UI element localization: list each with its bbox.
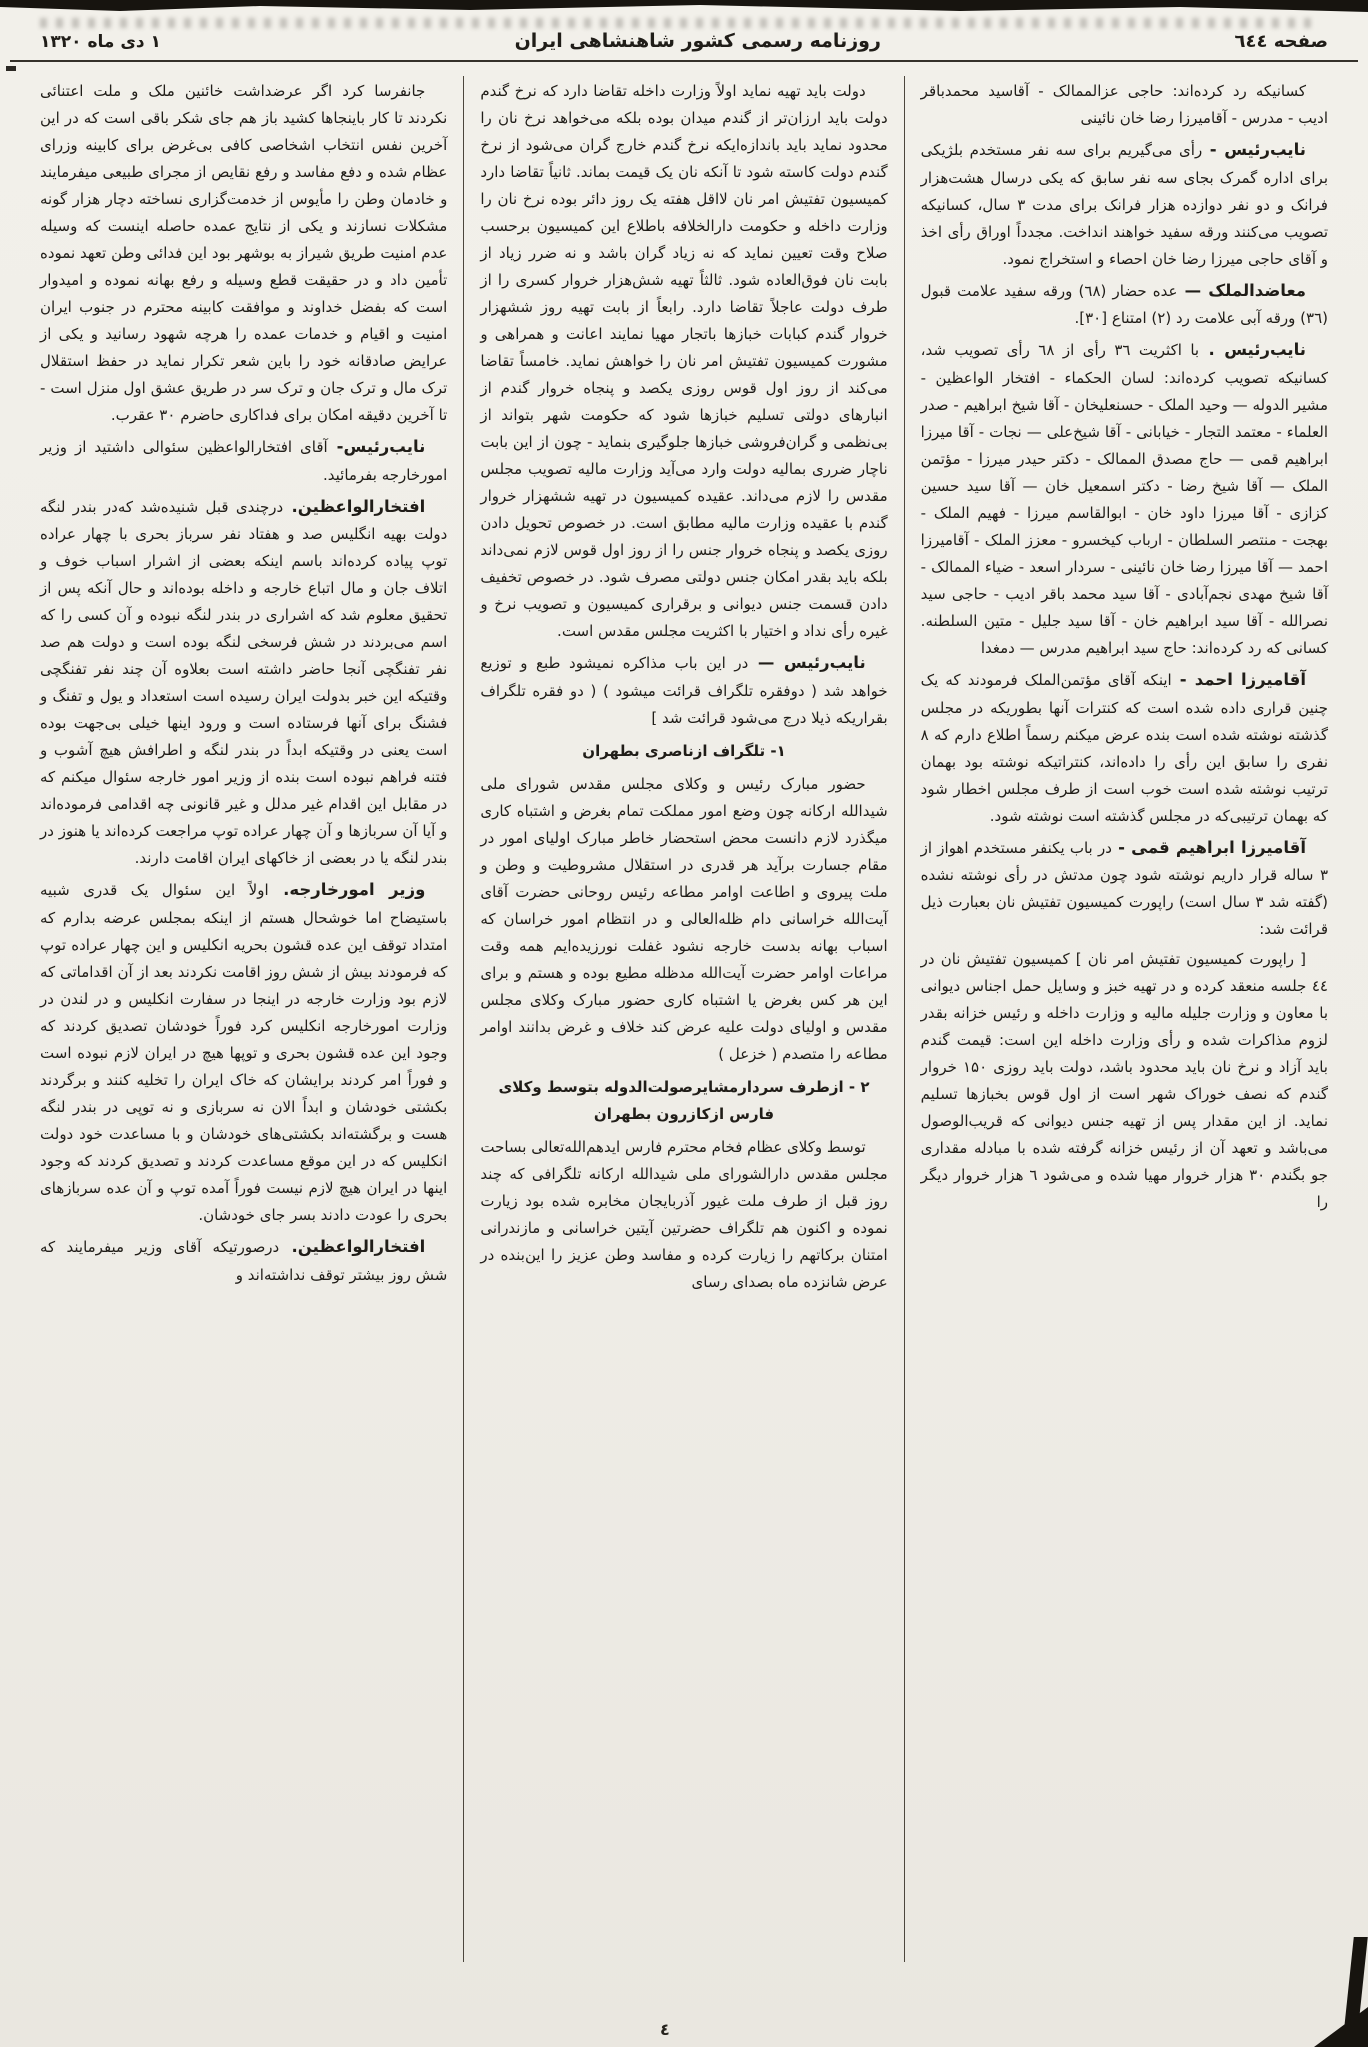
article-paragraph: نایب‌رئیس - رأی می‌گیریم برای سه نفر مستخدم بلژیکی برای اداره گمرک بجای سه نفر سابق که یکی درسال هشت‌هزار فرانک و دو نفر دوازده هزار فرانک برای مدت ۳ سال، کسانیکه تصویب می‌کنند ورقه سفید خواهند انداخت. مجدداً اوراق رأی اخذ و آقای حاجی میرزا رضا خان احصاء و استخراج نمود. <box>920 140 1328 268</box>
article-paragraph: آقامیرزا احمد - اینکه آقای مؤتمن‌الملک فرمودند که یک چنین قراری داده شده است که کنترات آنها بطوریکه در مجلس گذشته نوشته شده است بنده عرض میکنم رسماً اطلاع دارم که ۸ نفری را سابق این رأی را داده‌اند، کنتراتیکه نوشته بود بهمان ترتیب نوشته شده است خوب است از طرف مجلس اخطار شود که بهمان ترتیبی‌که در مجلس گذشته است نوشته شود. <box>920 670 1328 825</box>
speaker-heading: نایب‌رئیس- <box>327 437 426 456</box>
article-paragraph: افتخارالواعظین. درچندی قبل شنیده‌شد که‌در بندر لنگه دولت بهیه انگلیس صد و هفتاد نفر سرباز بحری با چهار عراده توپ پیاده کرده‌اند باسم اینکه بعضی از اشرار اسباب خوف و اتلاف جان و مال اتباع خارجه و داخله بوده‌اند و حال آنکه پس از تحقیق معلوم شد که اشراری در بندر لنگه نبوده و آن کسی را که اسم می‌بردند در شش فرسخی لنگه بوده است و دولت هم صد نفر تفنگچی آنجا حاضر داشته است بعلاوه آن چند نفر تفنگچی وقتیکه این خبر بدولت ایران رسیده است استعداد و یول و تفنگ و فشنگ برای آنها فرستاده است و ورود اینها خیلی بی‌جهت بوده است یعنی در وقتیکه ابداً در بندر لنگه و اطرافش هیچ آشوب و فتنه فراهم نبوده است بنده از وزیر امور خارجه سئوال میکنم که در مقابل این اقدام غیر مدلل و غیر قانونی چه اقدامی فرموده‌اند و آیا آن سربازها و آن چهار عراده توپ مراجعت کرده‌اند یا هنوز در بندر لنگه یا در بعضی از خاکهای ایران اقامت دارند. <box>40 496 448 868</box>
speaker-heading: نایب‌رئیس . <box>1199 340 1307 360</box>
speaker-heading: نایب‌رئیس — <box>748 653 866 672</box>
column-left <box>24 76 464 1962</box>
newspaper-title: روزنامه رسمی کشور شاهنشاهی ایران <box>514 30 881 52</box>
sub-heading: ۱- تلگراف ازناصری بطهران <box>582 741 786 760</box>
speaker-heading: نایب‌رئیس - <box>1202 140 1306 159</box>
torn-edge-artifact <box>0 0 1368 16</box>
issue-date: ۱ دی ماه ۱۳۲۰ <box>40 32 161 52</box>
article-paragraph: [ راپورت کمیسیون تفتیش امر نان ] کمیسیون تفتیش نان در ٤٤ جلسه منعقد کرده و در تهیه خبز و وسایل حمل اجناس دیوانی با معاون و وزارت جلیله مالیه و وزارت داخله و رئیس خزانه بقدر لزوم مذاکرات شده و رأی وزارت داخله این است: قیمت گندم باید آزاد و نرخ نان باید محدود باشد، دولت باید روزی ۱۵۰ خروار گندم که نصف خوراک شهر است از اول قوس بخبازها تسلیم نماید. از این مقدار پس از تهیه جنس دیوانی که قریب‌الوصول می‌باشد و تعهد آن از رئیس خزانه گرفته شده با مبادله مقداری جو بگندم ۳۰ هزار خروار مهیا شده و می‌شود ٦ هزار خروار دیگر را <box>920 950 1328 1212</box>
article-columns <box>0 62 1368 1962</box>
margin-mark <box>6 66 16 71</box>
article-paragraph: توسط وکلای عظام فخام محترم فارس ایدهم‌الله‌تعالی بساحت مجلس مقدس دارالشورای ملی شیدالله ارکانه تلگرافی که چند روز قبل از طرف ملت غیور آذربایجان مخابره شده بود زیارت نموده و اکنون هم تلگراف حضرتین آیتین خراسانی و مازندرانی امتنان برکاتهم را زیارت کرده و مفاسد وطن عزیز را این‌بنده در عرض شانزده ماه بصدای رسای <box>480 1137 888 1291</box>
bleedthrough-text-artifact <box>40 18 1320 28</box>
speaker-heading: افتخارالواعظین. <box>279 1237 426 1257</box>
article-paragraph: کسانیکه رد کرده‌اند: حاجی عزالممالک - آقاسید محمدباقر ادیب - مدرس - آقامیرزا رضا خان نائینی <box>920 82 1328 127</box>
speaker-heading: وزیر امورخارجه. <box>268 880 426 900</box>
article-paragraph: نایب‌رئیس — در این باب مذاکره نمیشود طبع و توزیع خواهد شد ( دوفقره تلگراف قرائت میشود ) ( دو فقره تلگراف بقراریکه ذیلا درج می‌شود قرائت شد ] <box>480 653 888 727</box>
speaker-heading: آقامیرزا ابراهیم قمی - <box>1111 837 1306 857</box>
sub-heading: ۲ - ازطرف سردارمشایرصولت‌الدوله بتوسط وکلای فارس ازکازرون بطهران <box>498 1077 870 1123</box>
speaker-heading: افتخارالواعظین. <box>283 496 426 516</box>
article-paragraph: نایب‌رئیس- آقای افتخارالواعظین سئوالی داشتید از وزیر امورخارجه بفرمائید. <box>40 437 448 484</box>
article-paragraph: آقامیرزا ابراهیم قمی - در باب یکنفر مستخدم اهواز از ۳ ساله قرار داریم نوشته شود چون مدتش در رأی نوشته نشده (گفته شد ۳ سال است) راپورت کمیسیون تفتیش نان بعبارت ذیل قرائت شد: <box>920 837 1328 939</box>
column-right <box>905 76 1344 1962</box>
article-paragraph: افتخارالواعظین. درصورتیکه آقای وزیر میفرمایند که شش روز بیشتر توقف نداشته‌اند و <box>40 1237 448 1284</box>
speaker-heading: معاضدالملک — <box>1177 280 1307 300</box>
column-middle <box>464 76 904 1962</box>
speaker-heading: آقامیرزا احمد - <box>1171 670 1306 690</box>
article-paragraph: وزیر امورخارجه. اولاً این سئوال یک قدری شبیه باستیضاح اما خوشحال هستم از اینکه بمجلس عرضه بدارم که امتداد توقف این عده قشون بحریه انکلیس و این چهار عراده توپ که فرمودند بیش از شش روز اقامت نکردند بعد از آن اقداماتی که لازم بود وزارت خارجه در اینجا در سفارت انکلیس و در لندن در وزارت امورخارجه انکلیس کرد فوراً خودشان تصدیق کردند که وجود این عده قشون بحری و توپها هیچ در ایران لازم نبوده است و فوراً امر کردند برایشان که خاک ایران را تخلیه کنند و برگردند بکشتی خودشان و ابداً الان نه سربازی و نه توپی در بندر لنگه هست و برگشته‌اند بکشتی‌های خودشان و با مساعدت خود دولت انکلیس که در این موقع مساعدت کردند و تصدیق کردند که وجود اینها در ایران هیچ لازم نیست فوراً آمده توپ و آن عده سربازهای بحری را عودت دادند بسر جای خودشان. <box>40 880 448 1225</box>
page-number: صفحه ٦٤٤ <box>1234 31 1328 52</box>
scan-corner-blot <box>1314 2007 1368 2047</box>
signature-mark: ٤ <box>660 2020 670 2039</box>
article-paragraph: جانفرسا کرد اگر عرضداشت خائنین ملک و ملت اعتنائی نکردند تا کار باینجاها کشید باز هم جای شکر باقی است که در این آخرین نفس انتخاب اشخاصی کافی بی‌غرض برای کابینه وزرای عظام شده و دفع مفاسد و رفع نقایص از مجرای طبیعی میفرمایند و خادمان وطن را مأیوس از خدمت‌گزاری نساخته دچار هزار گونه مشکلات نسازند و یکی از نتایج عمده حاصله اینست که وسیله عدم امنیت طریق شیراز به بوشهر بود این فدائی وطن تعهد نموده تأمین داد و در حقیقت قطع وسیله و رفع بهانه نموده و امیدوار است که بفضل خداوند و موافقت کابینه محترم در جنوب ایران امنیت و اقیام و خدمات عمده را هرچه شهود رسانید و یکی از عرایض صادقانه خود را باین شعر تکرار نماید در حفظ استقلال ترک مال و ترک جان و ترک سر در طریق عشق اول منزل است - تا آخرین دقیقه امکان برای فداکاری حاضرم ۳۰ عقرب. <box>40 82 448 424</box>
article-paragraph: نایب‌رئیس . با اکثریت ٣٦ رأی از ٦٨ رأی تصویب شد، کسانیکه تصویب کرده‌اند: لسان الحکماء - افتخار الواعظین - مشیر الدوله — وحید الملک - حسنعلیخان - آقا شیخ ابراهیم - صدر العلماء - معتمد التجار - خیابانی - آقا شیخ‌علی — نجات - آقا میرزا ابراهیم قمی — حاج مصدق الممالک - دکتر حیدر میرزا - مؤتمن الملک — آقا شیخ رضا - دکتر اسمعیل خان — آقا سید حسین کزازی - آقا میرزا داود خان - ابوالقاسم میرزا - فهیم الملک - بهجت - منتصر السلطان - ارباب کیخسرو - معزز الملک - آقامیرزا احمد — آقا میرزا رضا خان نائینی - سردار اسعد - ضیاء الممالک - آقا شیخ مهدی نجم‌آبادی - آقا سید محمد باقر ادیب - حاجی سید نصرالله - آقا سید ابراهیم خان - آقا سید جلیل - متین السلطنه. کسانی که رد کرده‌اند: حاج سید ابراهیم مدرس — دمغدا <box>920 340 1328 658</box>
article-paragraph: حضور مبارک رئیس و وکلای مجلس مقدس شورای ملی شیدالله ارکانه چون وضع امور مملکت تمام بغرض و اشتباه کاری میگذرد لازم دانست محض استحضار خاطر مبارک اولیای امور در مقام جسارت برآید هر قدری در استقلال مشروطیت و وطن و ملت پیروی و اطاعت اوامر مطاعه رئیس روحانی حضرت آقای آیت‌الله خراسانی دام ظله‌العالی و در انتظام امور خراسان که اسباب بهانه بدست خارجه نشود غفلت نورزیده‌ایم همه وقت مراعات اوامر حضرت آیت‌الله مدظله مطیع بوده و هستم و برای این هر کس بغرض یا اشتباه کاری حضور مبارک وکلای مجلس مقدس و اولیای دولت علیه عرض کند خلاف و غرض بدانند اوامر مطاعه را متصدم ( خزعل ) <box>480 774 888 1063</box>
article-paragraph: معاضدالملک — عده حضار (٦٨) ورقه سفید علامت قبول (٣٦) ورقه آبی علامت رد (٢) امتناع [۳۰]. <box>920 280 1328 328</box>
article-paragraph: دولت باید تهیه نماید اولاً وزارت داخله تقاضا دارد که نرخ گندم دولت باید ارزان‌تر از گندم میدان بوده بلکه می‌خواهد نرخ نان را محدود نماید باید باندازه‌ایکه نرخ گندم خارج گران می‌شود از نرخ گندم دولت کاسته شود تا آنکه نان یک قیمت بماند. ثانیاً تقاضا دارد کمیسیون تفتیش امر نان لااقل هفته یک روز دائر بوده نرخ نان را وزارت داخله و حکومت دارالخلافه باطلاع این کمیسیون برحسب صلاح وقت تعیین نماید که نه زیاد گران باشد و نه ضرر زیاد از بابت نان فوق‌العاده شود. ثالثاً تهیه شش‌هزار خروار کسری را از طرف دولت عاجلاً تقاضا دارد. رابعاً از بابت تهیه روز ششهزار خروار گندم کبابات خبازها باتجار مهیا نمایند اعانت و همراهی و مشورت کمیسیون تفتیش امر نان را خواهش نماید. خامساً تقاضا می‌کند از روز اول قوس روزی یکصد و پنجاه خروار گندم از انبارهای دولتی تسلیم خبازها شود که حکومت شهر بتواند از بی‌نظمی و گران‌فروشی خبازها جلوگیری بنماید - چون از این بابت ناچار ضرری بمالیه دولت وارد می‌آید وزارت مالیه تصویب مجلس مقدس را لازم می‌داند. عقیده کمیسیون در تهیه ششهزار خروار گندم با عقیده وزارت مالیه مطابق است. در خصوص تحویل دادن روزی یکصد و پنجاه خروار جنس را از روز اول قوس لازم نمی‌داند بلکه باید بقدر امکان جنس دولتی مصرف شود. در خصوص تخفیف دادن قسمت جنس دیوانی و برقراری کمیسیون و تصویب نرخ و غیره رأی نداد و اختیار با اکثریت مجلس مقدس است. <box>480 82 888 640</box>
